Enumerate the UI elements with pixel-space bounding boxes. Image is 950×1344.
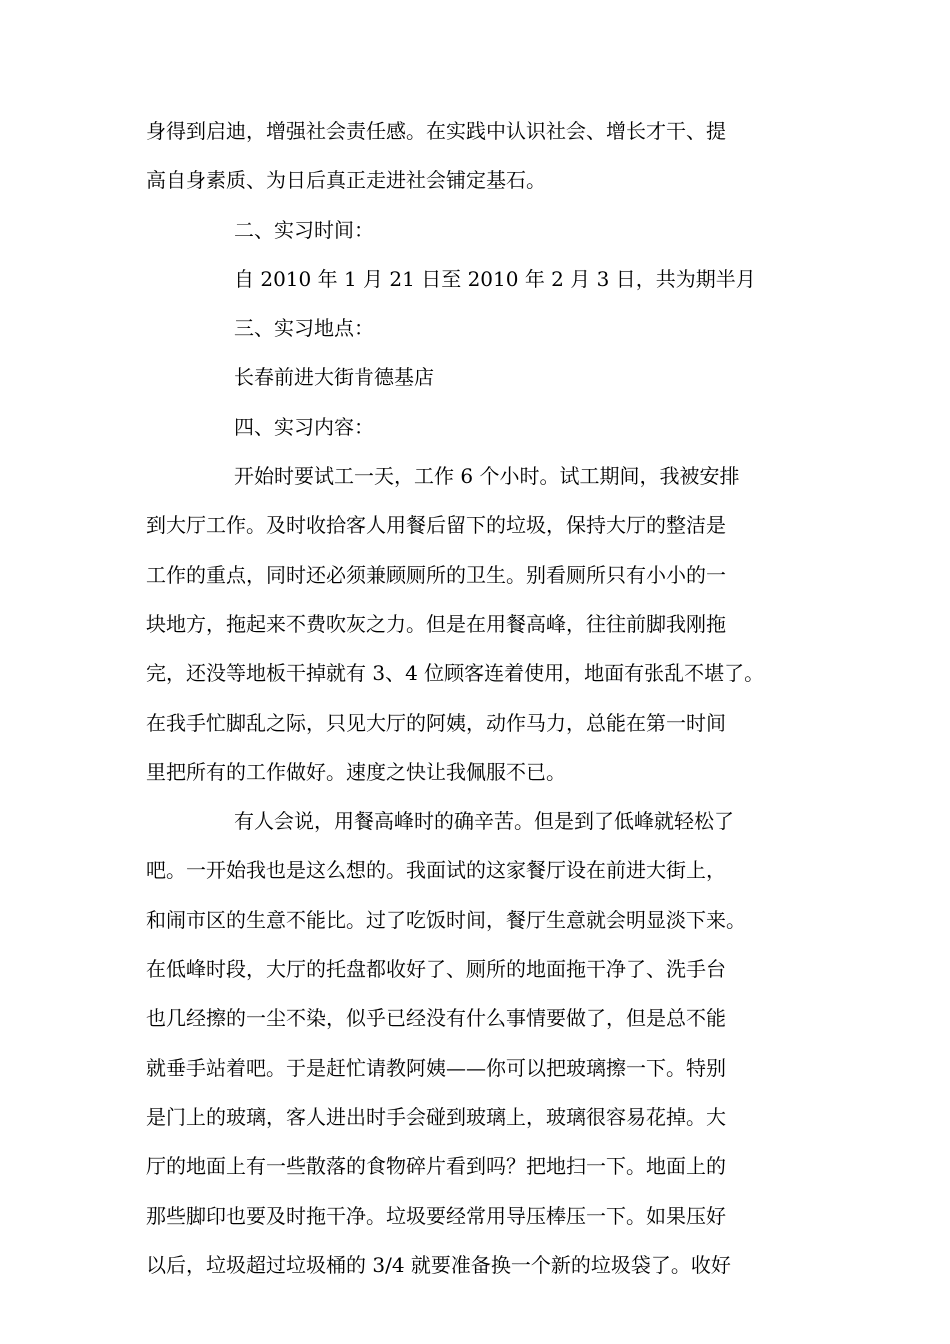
text-line: 也几经擦的一尘不染，似乎已经没有什么事情要做了，但是总不能 xyxy=(146,1006,726,1031)
document-body xyxy=(146,111,826,1294)
text-line: 是门上的玻璃，客人进出时手会碰到玻璃上，玻璃很容易花掉。大 xyxy=(146,1104,726,1129)
text-line: 厅的地面上有一些散落的食物碎片看到吗？把地扫一下。地面上的 xyxy=(146,1154,726,1179)
text-line: 四、实习内容： xyxy=(234,414,374,439)
text-line: 吧。一开始我也是这么想的。我面试的这家餐厅设在前进大街上， xyxy=(146,858,726,883)
text-line: 长春前进大街肯德基店 xyxy=(234,365,434,390)
text-line: 里把所有的工作做好。速度之快让我佩服不已。 xyxy=(146,759,566,784)
text-line: 以后，垃圾超过垃圾桶的 3/4 就要准备换一个新的垃圾袋了。收好 xyxy=(146,1252,731,1277)
text-line: 和闹市区的生意不能比。过了吃饭时间，餐厅生意就会明显淡下来。 xyxy=(146,907,746,932)
text-line: 块地方，拖起来不费吹灰之力。但是在用餐高峰，往往前脚我刚拖 xyxy=(146,611,726,636)
text-line: 开始时要试工一天，工作 6 个小时。试工期间，我被安排 xyxy=(234,464,740,489)
text-line: 那些脚印也要及时拖干净。垃圾要经常用导压棒压一下。如果压好 xyxy=(146,1203,726,1228)
text-line: 到大厅工作。及时收拾客人用餐后留下的垃圾，保持大厅的整洁是 xyxy=(146,513,726,538)
text-line: 高自身素质、为日后真正走进社会铺定基石。 xyxy=(146,168,546,193)
text-line: 在低峰时段，大厅的托盘都收好了、厕所的地面拖干净了、洗手台 xyxy=(146,957,726,982)
text-line: 就垂手站着吧。于是赶忙请教阿姨——你可以把玻璃擦一下。特别 xyxy=(146,1055,726,1080)
text-line: 三、实习地点： xyxy=(234,316,374,341)
text-line: 自 2010 年 1 月 21 日至 2010 年 2 月 3 日，共为期半月 xyxy=(234,266,756,291)
text-line: 二、实习时间： xyxy=(234,217,374,242)
text-line: 在我手忙脚乱之际，只见大厅的阿姨，动作马力，总能在第一时间 xyxy=(146,710,726,735)
text-line: 有人会说，用餐高峰时的确辛苦。但是到了低峰就轻松了 xyxy=(234,809,734,834)
text-line: 工作的重点，同时还必须兼顾厕所的卫生。别看厕所只有小小的一 xyxy=(146,562,726,587)
text-line: 身得到启迪，增强社会责任感。在实践中认识社会、增长才干、提 xyxy=(146,119,726,143)
text-line: 完，还没等地板干掉就有 3、4 位顾客连着使用，地面有张乱不堪了。 xyxy=(146,661,765,686)
